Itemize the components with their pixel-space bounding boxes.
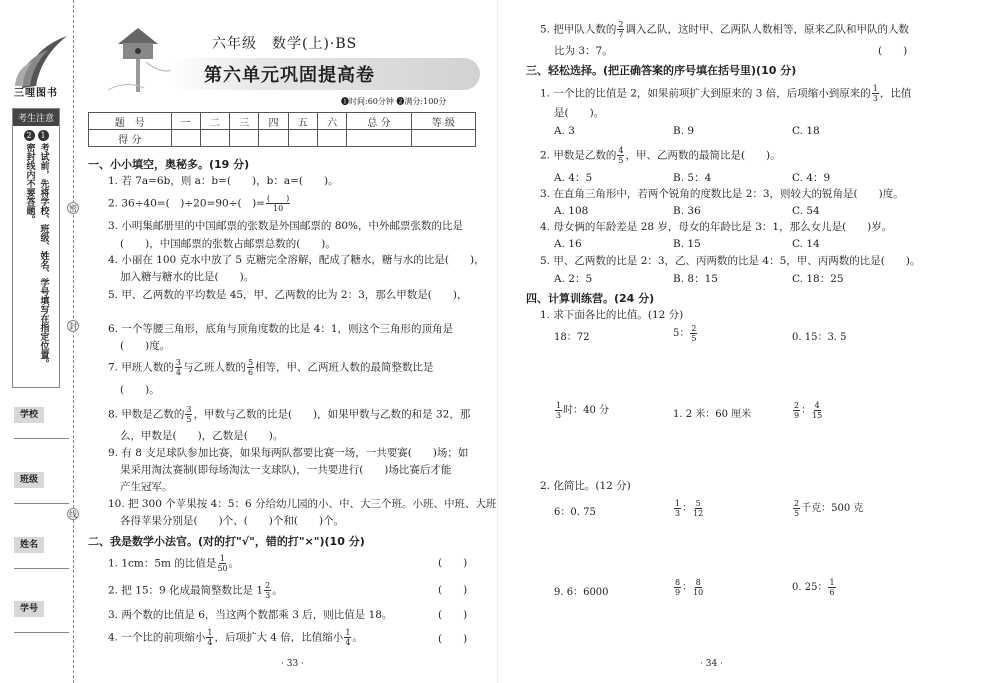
page-number-left: · 33 ·	[281, 659, 304, 669]
calc-4-c-fraction	[828, 578, 835, 597]
score-table-row	[89, 130, 476, 147]
birdhouse-illustration-icon	[106, 22, 176, 92]
calc-1-b	[673, 324, 698, 343]
label-student-id: 学号	[14, 601, 44, 617]
calc-3-c-den: 5	[794, 509, 800, 518]
question-1-8-line2: 么，甲数是( )，乙数是( )。	[120, 430, 284, 442]
calc-2-a	[554, 401, 609, 420]
c1-f-den: 3	[872, 94, 878, 103]
c2-fraction	[617, 146, 624, 165]
rq5-text-a: 5. 把甲队人数的	[540, 23, 617, 36]
calc-3-b-fraction-2	[693, 499, 703, 518]
section-1-title: 一、小小填空，奥秘多。(19 分)	[88, 158, 250, 171]
calc-4-b	[673, 578, 704, 597]
score-cell[interactable]	[288, 130, 317, 147]
question-1-5-continued	[540, 20, 909, 39]
choice-3-option-b[interactable]: B. 36	[673, 205, 701, 217]
choice-3: 3. 在直角三角形中，若两个锐角的度数比是 2：3，则较大的锐角是( )度。	[540, 188, 904, 200]
c2-text-a: 2. 甲数是乙数的	[540, 149, 617, 162]
calc-2-a-den: 3	[556, 411, 562, 420]
t4-text-a: 4. 一个比的前项缩小	[108, 631, 206, 644]
calc-4-c-num: 1	[829, 578, 835, 587]
q8-text-a: 8. 甲数是乙数的	[108, 408, 185, 421]
notice-title: 考生注意	[13, 109, 59, 126]
rq5-text-b: 调入乙队，这时甲、乙两队人数相等，原来乙队和甲队的人数	[625, 23, 909, 36]
q7-f2-num: 5	[247, 358, 254, 367]
t1-f-num: 1	[219, 554, 225, 563]
t4-f2-den: 4	[345, 638, 351, 647]
q7-fraction-1	[175, 358, 182, 377]
question-1-6-line2: ( )度。	[120, 340, 171, 352]
question-1-9-line2: 果采用淘汰赛制(即每场淘汰一支球队)，一共要进行( )场比赛后才能	[120, 464, 452, 476]
calc-4-c-den: 6	[829, 588, 835, 597]
notice-text-1: 考试前，先将学校、班级、姓名、学号填写在指定位置。	[38, 143, 49, 368]
calc-2-a-num: 1	[556, 401, 562, 410]
exam-meta	[341, 96, 446, 107]
rq5-fraction	[617, 20, 624, 39]
section-3-title: 三、轻松选择。(把正确答案的序号填在括号里)(10 分)	[526, 64, 797, 77]
judge-4-answer[interactable]: ( )	[438, 633, 468, 645]
calc-4-a: 9. 6：6000	[554, 587, 609, 598]
notice-box	[12, 108, 60, 388]
rq5-answer[interactable]: ( )	[878, 45, 908, 57]
seal-char-xian: 线	[69, 510, 77, 519]
score-table	[88, 112, 476, 147]
judge-1-answer[interactable]: ( )	[438, 557, 468, 569]
question-1-9-line3: 产生冠军。	[120, 481, 173, 493]
notice-item-2	[24, 130, 35, 368]
calc-sub-2-title: 2. 化简比。(12 分)	[540, 480, 631, 492]
q8-fraction	[185, 405, 192, 424]
calc-3-b-fraction-1	[674, 499, 681, 518]
calc-4-b-fraction-1	[674, 578, 681, 597]
calc-4-b-den1: 9	[675, 588, 681, 597]
judge-3: 3. 两个数的比值是 6，当这两个数都乘 3 后，则比值是 18。	[108, 609, 393, 621]
label-class: 班级	[14, 472, 44, 488]
calc-2-c-fraction-1	[793, 401, 800, 420]
judge-2-answer[interactable]: ( )	[438, 584, 468, 596]
calc-4-b-colon: ：	[682, 582, 693, 593]
calc-4-b-num1: 8	[675, 578, 681, 587]
question-1-4-line1: 4. 小丽在 100 克水中放了 5 克糖完全溶解，配成了糖水，糖与水的比是( )，	[108, 254, 485, 266]
choice-1-option-a[interactable]: A. 3	[554, 125, 575, 137]
seal-line	[73, 0, 74, 683]
score-header-cell: 四	[259, 113, 288, 130]
score-header-cell: 总 分	[347, 113, 411, 130]
student-id-field[interactable]	[14, 632, 69, 633]
calc-1-a: 18：72	[554, 332, 590, 343]
choice-1-line2: 是( )。	[554, 107, 605, 119]
t2-text-b: 。	[272, 584, 283, 597]
calc-4-b-num2: 8	[695, 578, 701, 587]
q7-f2-den: 6	[247, 368, 254, 377]
choice-5-option-c[interactable]: C. 18：25	[792, 273, 844, 285]
score-cell[interactable]	[347, 130, 411, 147]
score-row-label: 得 分	[89, 130, 172, 147]
calc-2-c-num2: 4	[814, 401, 820, 410]
t4-f1-den: 4	[207, 638, 213, 647]
c2-f-den: 5	[618, 156, 624, 165]
judge-2	[108, 581, 283, 600]
choice-2	[540, 146, 781, 165]
label-name: 姓名	[14, 537, 44, 553]
choice-2-option-c[interactable]: C. 4：9	[792, 172, 831, 184]
calc-4-b-fraction-2	[693, 578, 703, 597]
exam-full-score: ❷满分:100分	[396, 97, 447, 106]
school-field[interactable]	[14, 438, 69, 439]
q8-f-den: 5	[186, 415, 192, 424]
c2-f-num: 4	[618, 146, 624, 155]
t1-fraction	[217, 554, 227, 573]
t2-text-a: 2. 把 15：9 化成最简整数比是 1	[108, 584, 264, 597]
grade-subject: 六年级 数学(上)·BS	[212, 36, 358, 52]
notice-item-1	[38, 130, 49, 368]
class-field[interactable]	[14, 503, 69, 504]
choice-4: 4. 母女俩的年龄差是 28 岁，母女的年龄比是 3：1，那么女儿是( )岁。	[540, 221, 893, 233]
notice-text-2: 密封线内不要答题。	[24, 143, 35, 224]
section-4-title: 四、计算训练营。(24 分)	[526, 292, 655, 305]
question-1-6-line1: 6. 一个等腰三角形，底角与顶角度数的比是 4：1，则这个三角形的顶角是	[108, 323, 454, 335]
choice-1-option-b[interactable]: B. 9	[673, 125, 695, 137]
t1-text-b: 。	[228, 557, 240, 570]
q7-text-a: 7. 甲班人数的	[108, 361, 174, 374]
calc-3-c	[792, 499, 863, 518]
section-2-title: 二、我是数学小法官。(对的打"√"，错的打"×")(10 分)	[88, 535, 365, 548]
score-cell[interactable]	[230, 130, 259, 147]
calc-4-c-text: 0. 25：	[792, 582, 828, 593]
q7-text-b: 与乙班人数的	[182, 361, 246, 374]
score-header-cell: 二	[200, 113, 229, 130]
calc-3-b-colon: ：	[682, 503, 693, 514]
choice-4-option-b[interactable]: B. 15	[673, 238, 701, 250]
rq5-f-num: 2	[618, 20, 624, 29]
score-cell[interactable]	[411, 130, 475, 147]
t2-f-den: 3	[265, 591, 271, 600]
calc-2-c-fraction-2	[812, 401, 822, 420]
q8-text-b: ，甲数与乙数的比是( )，如果甲数与乙数的和是 32，那	[193, 408, 471, 421]
q2-frac-num: ( )	[266, 194, 290, 203]
question-1-9-line1: 9. 有 8 支足球队参加比赛，如果每两队都要比赛一场，一共要赛( )场；如	[108, 447, 469, 459]
question-1-7-line2: ( )。	[120, 384, 160, 396]
judge-4	[108, 628, 363, 647]
calc-1-c: 0. 15：3. 5	[792, 332, 847, 343]
score-header-cell: 六	[317, 113, 346, 130]
choice-1-line1	[540, 84, 911, 103]
calc-1-b-num: 2	[691, 324, 697, 333]
score-header-cell: 三	[230, 113, 259, 130]
calc-3-c-fraction	[793, 499, 800, 518]
score-cell[interactable]	[259, 130, 288, 147]
calc-3-b-num1: 1	[675, 499, 681, 508]
choice-4-option-c[interactable]: C. 14	[792, 238, 820, 250]
score-table-header	[89, 113, 476, 130]
calc-3-b-num2: 5	[695, 499, 701, 508]
question-1-2	[108, 194, 291, 213]
question-1-4-line2: 加入糖与糖水的比是( )。	[120, 271, 255, 283]
question-1-10-line1: 10. 把 300 个苹果按 4：5：6 分给幼儿园的小、中、大三个班。小班、中班、大班	[108, 498, 497, 510]
choice-5-option-b[interactable]: B. 8：15	[673, 273, 718, 285]
calc-4-b-den2: 10	[693, 588, 704, 597]
score-header-cell: 五	[288, 113, 317, 130]
score-header-cell: 题 号	[89, 113, 172, 130]
calc-3-b-den2: 12	[693, 509, 704, 518]
score-header-cell: 一	[171, 113, 200, 130]
calc-sub-1-title: 1. 求下面各比的比值。(12 分)	[540, 309, 684, 321]
seal-char-mi: 密	[69, 204, 77, 213]
t4-f1-num: 1	[207, 628, 213, 637]
calc-2-a-text: 时：40 分	[563, 405, 609, 416]
question-1-3-line2: ( )，中国邮票的张数占邮票总数的( )。	[120, 238, 336, 250]
judge-1	[108, 554, 239, 573]
calc-3-c-num: 2	[794, 499, 800, 508]
choice-1-option-c[interactable]: C. 18	[792, 125, 820, 137]
calc-2-c-den1: 9	[794, 411, 800, 420]
q7-text-c: 相等，甲、乙两班人数的最简整数比是	[255, 361, 434, 374]
q7-fraction-2	[247, 358, 254, 377]
q7-f1-den: 4	[175, 368, 181, 377]
c1-text-a: 1. 一个比的比值是 2，如果前项扩大到原来的 3 倍，后项缩小到原来的	[540, 87, 871, 100]
t1-f-den: 50	[217, 564, 228, 573]
brand-name: 三哩图书	[14, 88, 58, 99]
exam-time: ❶时间:60分钟	[341, 97, 394, 106]
t2-fraction	[264, 581, 271, 600]
calc-1-b-fraction	[690, 324, 697, 343]
calc-3-c-text: 千克：500 克	[801, 503, 864, 514]
calc-1-b-text: 5：	[673, 328, 690, 339]
score-header-cell: 等 级	[411, 113, 475, 130]
c1-f-num: 1	[872, 84, 878, 93]
question-1-8-line1	[108, 405, 470, 424]
notice-num-2: 2	[24, 130, 35, 141]
question-1-7-line1	[108, 358, 434, 377]
calc-1-b-den: 5	[691, 334, 697, 343]
choice-3-option-c[interactable]: C. 54	[792, 205, 820, 217]
q2-text: 2. 36÷40=( )÷20=90÷( )=	[108, 197, 265, 210]
question-1-5: 5. 甲、乙两数的平均数是 45，甲、乙两数的比为 2：3，那么甲数是( )，	[108, 289, 468, 301]
rq5-f-den: 7	[618, 30, 624, 39]
seal-char-feng: 封	[69, 322, 77, 331]
choice-2-option-a[interactable]: A. 4：5	[554, 172, 593, 184]
page-number-right: · 34 ·	[700, 659, 723, 669]
calc-2-c	[792, 401, 823, 420]
exam-title: 第六单元巩固提高卷	[204, 65, 375, 86]
calc-3-b	[673, 499, 704, 518]
calc-2-b: 1. 2 米：60 厘米	[673, 409, 752, 420]
question-1-3-line1: 3. 小明集邮册里的中国邮票的张数是外国邮票的 80%，中外邮票张数的比是	[108, 220, 464, 232]
score-cell[interactable]	[200, 130, 229, 147]
score-cell[interactable]	[317, 130, 346, 147]
choice-5-option-a[interactable]: A. 2：5	[554, 273, 593, 285]
judge-3-answer[interactable]: ( )	[438, 609, 468, 621]
t4-text-c: 。	[352, 631, 363, 644]
question-1-10-line2: 各得苹果分别是( )个、( )个和( )个。	[120, 515, 345, 527]
name-field[interactable]	[14, 568, 69, 569]
t2-f-num: 2	[265, 581, 271, 590]
question-1-5-continued-line2: 比为 3：7。	[554, 45, 613, 57]
q2-fraction	[266, 194, 290, 213]
c1-text-b: ，比值	[879, 87, 912, 100]
calc-2-c-num1: 2	[794, 401, 800, 410]
choice-4-option-a[interactable]: A. 16	[554, 238, 582, 250]
calc-2-c-colon: ：	[801, 405, 812, 416]
t4-text-b: ，后项扩大 4 倍，比值缩小	[214, 631, 344, 644]
choice-2-option-b[interactable]: B. 5：4	[673, 172, 712, 184]
calc-3-a: 6：0. 75	[554, 507, 596, 518]
calc-2-a-fraction	[555, 401, 562, 420]
label-school: 学校	[14, 407, 44, 423]
t1-text-a: 1. 1cm：5m 的比值是	[108, 557, 217, 570]
q7-f1-num: 3	[175, 358, 181, 367]
c1-fraction	[872, 84, 879, 103]
t4-fraction-2	[344, 628, 351, 647]
q8-f-num: 3	[186, 405, 192, 414]
choice-5: 5. 甲、乙两数的比是 2：3，乙、丙两数的比是 4：5，甲、丙两数的比是( )。	[540, 255, 921, 267]
question-1-1: 1. 若 7a=6b，则 a：b=( )，b：a=( )。	[108, 175, 339, 187]
score-cell[interactable]	[171, 130, 200, 147]
page-divider	[497, 0, 498, 683]
choice-3-option-a[interactable]: A. 108	[554, 205, 589, 217]
calc-3-b-den1: 3	[675, 509, 681, 518]
calc-4-c	[792, 578, 837, 597]
q2-frac-den: 10	[273, 204, 284, 213]
c2-text-b: ，甲、乙两数的最简比是( )。	[625, 149, 781, 162]
t4-fraction-1	[206, 628, 213, 647]
t4-f2-num: 1	[345, 628, 351, 637]
notice-num-1: 1	[38, 130, 49, 141]
calc-2-c-den2: 15	[812, 411, 823, 420]
